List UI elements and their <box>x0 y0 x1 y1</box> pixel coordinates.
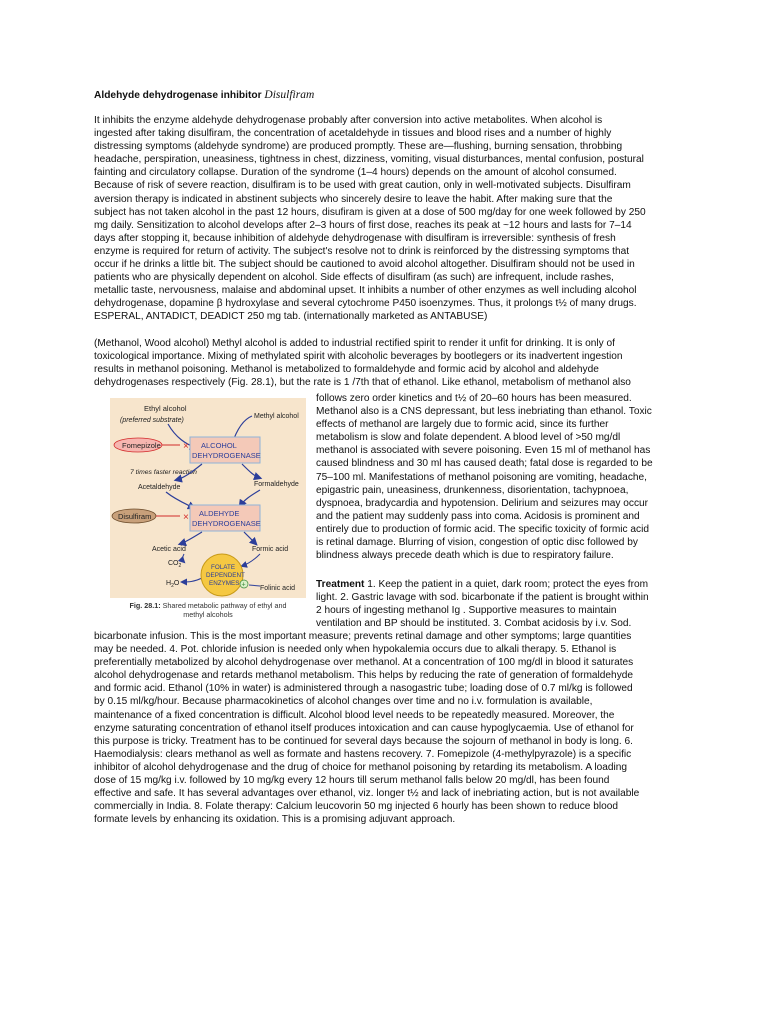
aldh-line2: DEHYDROGENASE <box>192 519 261 528</box>
aldh-to-acetic-arrow <box>180 532 202 544</box>
heading-drug-name: Disulfiram <box>264 89 315 101</box>
heading-label: Aldehyde dehydrogenase inhibitor <box>94 90 262 101</box>
ethyl-alcohol-label: Ethyl alcohol <box>144 404 187 413</box>
co2-label <box>168 560 182 569</box>
formaldehyde-label: Formaldehyde <box>254 481 299 488</box>
aldh-to-formic-arrow <box>244 532 256 544</box>
folate-plus-icon: + <box>241 581 246 589</box>
figure-caption <box>110 601 306 619</box>
co2-main: CO <box>168 560 179 567</box>
pathway-diagram <box>110 398 306 598</box>
co2-sub: 2 <box>178 563 182 569</box>
treatment-continued-paragraph: bicarbonate infusion. This is the most important measure; prevents retinal damage and other symptoms; large quantities may be needed. 4. Pot. chloride infusion is needed only when hypokalemia occurs due to alkali therapy. 5. Ethanol is preferentially metabolized by alcohol dehydrogenase over methanol. At a concentration of 100 mg/dl in blood it saturates alcohol dehydrogenase and retards methanol metabolism. This helps by reducing the rate of generation of formaldehyde and formic acid. Ethanol (10% in water) is administered through a nasogastric tube; loading dose of 0.7 ml/kg is followed by 0.15 ml/kg/hour. Because pharmacokinetics of alcohol changes over time and no i.v. formulation is available, maintenance of a fixed concentration is difficult. Alcohol blood level needs to be repeatedly measured. Moreover, the enzyme saturating concentration of ethanol itself produces intoxication and can cause hypoglycaemia. Use of ethanol for this purpose is tricky. Treatment has to be continued for several days because the sojourn of methanol in body is long. 6. Haemodialysis: clears methanol as well as formate and hastens recovery. 7. Fomepizole (4-methylpyrazole) is a specific inhibitor of alcohol dehydrogenase and the drug of choice for methanol poisoning by retarding its metabolism. A loading dose of 15 mg/kg i.v. followed by 10 mg/kg every 12 hours till serum methanol falls below 20 mg/dl, has been found effective and safe. It has several advantages over ethanol, viz. longer t½ and lack of inebriating action, but is not available commercially in India. 8. Folate therapy: Calcium leucovorin 50 mg injected 6 hourly has been shown to reduce blood formate levels by enhancing its oxidation. This is a promising adjuvant approach. <box>94 631 640 826</box>
h2o-main1: H <box>166 580 172 587</box>
folinic-acid-label: Folinic acid <box>260 585 296 592</box>
folate-line3: ENZYMES <box>209 580 240 587</box>
formic-to-folate-arrow <box>242 554 260 566</box>
figure-caption-label: Fig. 28.1: <box>129 601 161 610</box>
formic-acid-label: Formic acid <box>252 546 289 553</box>
acetic-acid-label: Acetic acid <box>152 546 186 553</box>
acetaldehyde-label: Acetaldehyde <box>138 484 181 491</box>
figure-caption-text: Shared metabolic pathway of ethyl and <box>160 601 287 610</box>
h2o-label <box>166 580 180 589</box>
fomepizole-label: Fomepizole <box>122 441 161 450</box>
folinic-to-folate-line <box>249 585 260 586</box>
adh-line1: ALCOHOL <box>201 441 237 450</box>
adh-line2: DEHYDROGENASE <box>192 451 261 460</box>
disulfiram-paragraph: It inhibits the enzyme aldehyde dehydrogenase probably after conversion into active metabolites. When alcohol is ingested after taking disulfiram, the concentration of acetaldehyde in tissues and blood rises and a number of highly distressing symptoms (aldehyde syndrome) are produced promptly. These are—flushing, burning sensation, throbbing headache, perspiration, uneasiness, tightness in chest, dizziness, vomiting, visual disturbances, mental confusion, postural fainting and circulatory collapse. Duration of the syndrome (1–4 hours) depends on the amount of alcohol consumed. Because of risk of severe reaction, disulfiram is to be used with great caution, only in well-motivated subjects. Disulfiram aversion therapy is indicated in abstinent subjects who sincerely desire to leave the habit. After making sure that the subject has not taken alcohol in the past 12 hours, disufiram is given at a dose of 500 mg/day for one week followed by 250 mg daily. Sensitization to alcohol develops after 2–3 hours of first dose, reaches its peak at ~12 hours and lasts for 7–14 days after stopping it, because inhibition of aldehyde dehydrogenase with disulfiram is irreversible: synthesis of fresh enzyme is required for return of activity. The subject's resolve not to drink is reinforced by the distressing symptoms that occur if he drinks a little bit. The subject should be cautioned to avoid alcohol altogether. Disulfiram should not be used in patients who are physically dependent on alcohol. Side effects of disulfiram (as such) are infrequent, include rashes, metallic taste, nervousness, malaise and abdominal upset. It inhibits a number of other enzymes as well including alcohol dehydrogenase, dopamine β hydroxylase and several cytochrome P450 isoenzymes. Thus, it prolongs t½ of many drugs. ESPERAL, ANTADICT, DEADICT 250 mg tab. (internationally marketed as ANTABUSE) <box>94 115 646 323</box>
methanol-intro-paragraph: (Methanol, Wood alcohol) Methyl alcohol is added to industrial rectified spirit to render it unfit for drinking. It is only of toxicological importance. Mixing of methylated spirit with alcoholic beverages by bootlegers or its inadvertent ingestion results in methanol poisoning. Methanol is metabolized to formaldehyde and formic acid by alcohol and aldehyde dehydrogenases respectively (Fig. 28.1), but the rate is 1 /7th that of ethanol. Like ethanol, metabolism of methanol also <box>94 338 631 389</box>
figure-caption-text-2: methyl alcohols <box>183 610 233 619</box>
fomepizole-inhibit-icon: × <box>183 441 189 452</box>
treatment-text: 1. Keep the patient in a quiet, dark room; protect the eyes from light. 2. Gastric lavage with sod. bicarbonate if the patient is brought within 2 hours of ingesting methanol Ig . Supportive measures to maintain ventilation and BP should be instituted. 3. Combat acidosis by i.v. Sod. <box>316 579 649 630</box>
folate-line1: FOLATE <box>211 564 236 571</box>
section-heading <box>94 89 314 101</box>
treatment-label: Treatment <box>316 579 365 590</box>
methanol-toxicity-paragraph: follows zero order kinetics and t½ of 20–60 hours has been measured. Methanol also is a CNS depressant, but less inebriating than ethanol. Toxic effects of methanol are largely due to formic acid, since its further metabolism is slow and folate dependent. A blood level of >50 mg/dl methanol is associated with severe poisoning. Even 15 ml of methanol has caused blindness and 30 ml has caused death; fatal dose is regarded to be 75–100 ml. Manifestations of methanol poisoning are vomiting, headache, epigastric pain, uneasiness, drunkenness, disorientation, tachypnoea, dyspnoea, bradycardia and hypotension. Delirium and seizures may occur and the patient may suddenly pass into coma. Acidosis is prominent and entirely due to production of formic acid. The specific toxicity of formic acid is retinal damage. Blurring of vision, congestion of optic disc followed by blindness always precede death which is due to respiratory failure. <box>316 393 653 562</box>
adh-to-formaldehyde-arrow <box>242 464 260 478</box>
figure-background <box>110 398 306 598</box>
folate-line2: DEPENDENT <box>206 572 245 579</box>
methyl-alcohol-label: Methyl alcohol <box>254 413 299 420</box>
disulfiram-label: Disulfiram <box>118 512 152 521</box>
h2o-sub: 2 <box>171 583 174 589</box>
acetic-to-co2-arrow <box>183 554 185 562</box>
preferred-substrate-label: (preferred substrate) <box>120 417 184 424</box>
aldh-line1: ALDEHYDE <box>199 509 240 518</box>
faster-reaction-label: 7 times faster reaction <box>130 469 197 476</box>
h2o-main2: O <box>173 580 180 587</box>
formaldehyde-to-aldh-arrow <box>240 490 260 506</box>
disulfiram-inhibit-icon: × <box>183 512 189 523</box>
folate-to-h2o-arrow <box>182 578 202 582</box>
figure-28-1 <box>110 398 306 624</box>
treatment-paragraph <box>316 578 660 630</box>
